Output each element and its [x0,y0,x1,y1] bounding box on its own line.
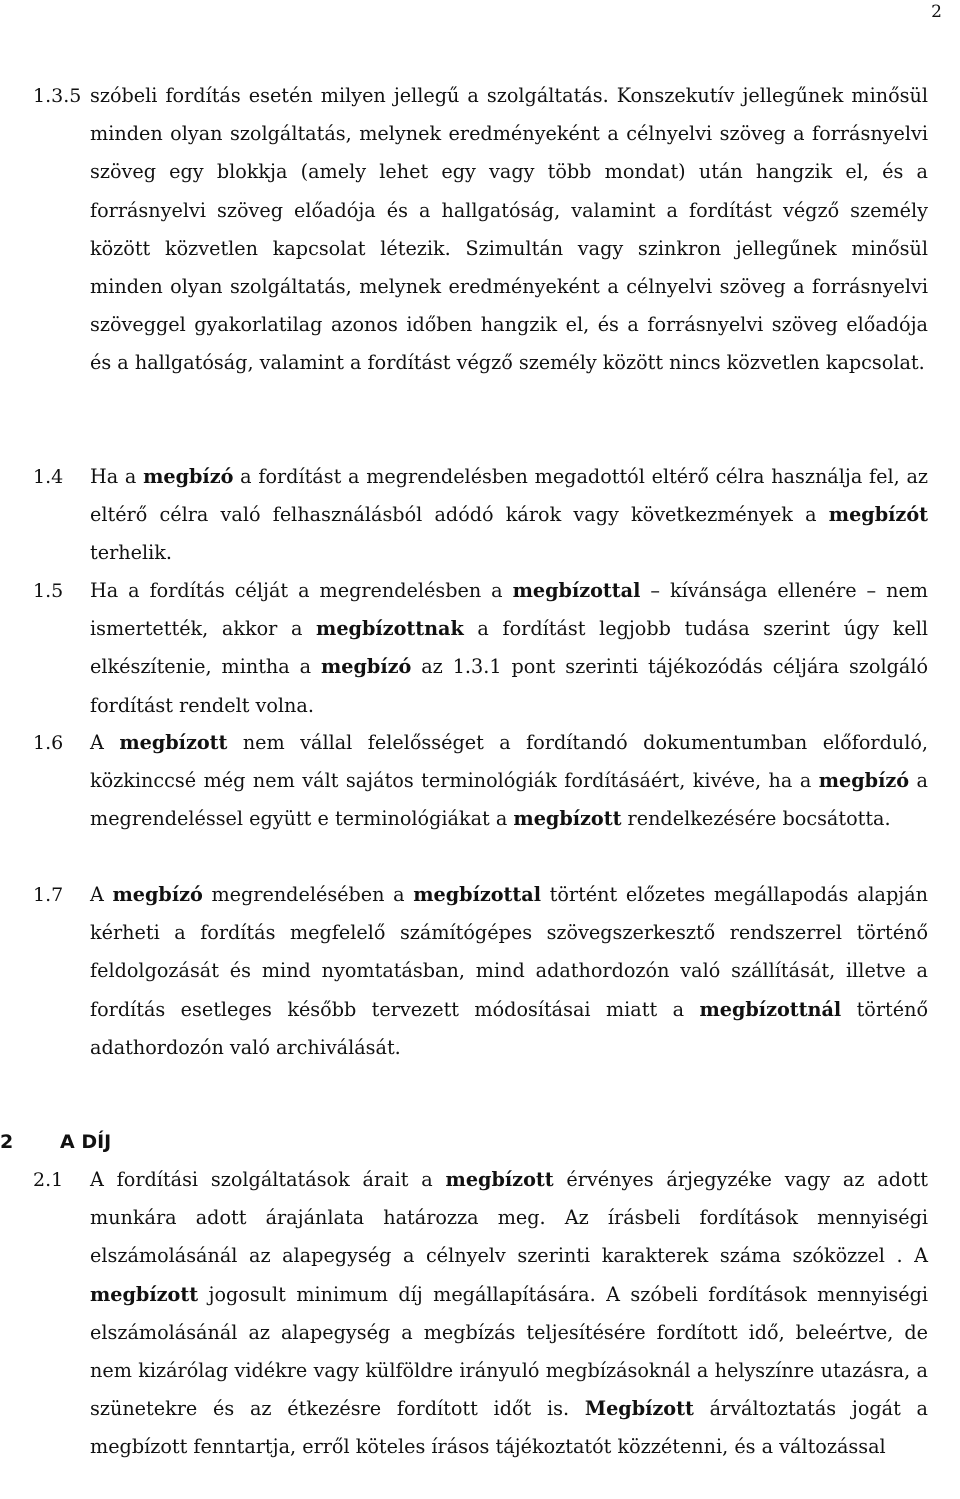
clause-text [90,1161,928,1467]
defined-term: megbízott [90,1282,199,1306]
text-run: nem vállal felelősséget a fordítandó dokumentumban előforduló, közkinccsé még nem vált sajátos terminológiák fordításáért, kivéve, ha a [90,731,928,793]
clause-2-1 [33,1161,928,1467]
defined-term: megbízott [513,807,622,831]
section-number: 2 [0,1131,14,1153]
text-run: az 1.3.1 pont szerinti tájékozódás céljára szolgáló fordítást rendelt volna. [90,655,929,717]
clause-1-6 [33,724,928,839]
defined-term: megbízottnak [316,617,464,641]
clause-number: 1.6 [33,732,64,754]
clause-text [90,77,928,383]
clause-text [90,572,928,725]
defined-term: megbízó [143,465,234,488]
clause-text [90,724,928,839]
page-number: 2 [931,2,942,22]
clause-number: 1.5 [33,580,64,602]
defined-term: Megbízott [584,1397,694,1421]
text-run: árváltoztatás jogát a megbízott fenntartja, erről köteles írásos tájékoztatót közzétenni, és a változással [90,1397,928,1459]
clause-number: 2.1 [33,1169,64,1191]
defined-term: megbízót [828,503,928,527]
text-run: érvényes árjegyzéke vagy az adott munkára adott árajánlata határozza meg. Az írásbeli fordítások mennyiségi elszámolásánál az alapegység a célnyelv szerinti karakterek száma szóközzel . A [90,1168,928,1268]
text-run: történt előzetes megállapodás alapján kérheti a fordítás megfelelő számítógépes szövegszerkesztő rendszerrel történő feldolgozását és mind nyomtatásban, mind adathordozón való szállítását, illetve a fordítás esetleges később tervezett módosításai miatt a [90,883,928,1021]
clause-text [90,458,928,573]
text-run: A fordítási szolgáltatások árait a [90,1168,446,1191]
text-run: szóbeli fordítás esetén milyen jellegű a szolgáltatás. Konszekutív jellegűnek minősül minden olyan szolgáltatás, melynek eredményeként a célnyelvi szöveg a forrásnyelvi szöveg egy blokkja (amely lehet egy vagy több mondat) után hangzik el, és a forrásnyelvi szöveg előadója és a hallgatóság, valamint a fordítást végző személy között közvetlen kapcsolat létezik. Szimultán vagy szinkron jellegűnek minősül minden olyan szolgáltatás, melynek eredményeként a célnyelvi szöveg a forrásnyelvi szöveggel gyakorlatilag azonos időben hangzik el, és a forrásnyelvi szöveg előadója és a hallgatóság, valamint a fordítást végző személy között nincs közvetlen kapcsolat. [90,84,928,375]
clause-number: 1.7 [33,884,64,906]
text-run: A [90,883,113,906]
text-run: történő adathordozón való archiválását. [90,997,928,1059]
defined-term: megbízott [445,1168,554,1191]
defined-term: megbízottal [413,883,542,906]
text-run: rendelkezésére bocsátotta. [621,807,891,831]
text-run: megrendelésében a [202,883,414,906]
section-heading [0,1123,400,1161]
clause-text [90,876,928,1067]
section-title: A DÍJ [60,1131,112,1153]
defined-term: megbízó [320,655,412,679]
clause-1-5 [33,572,928,725]
clause-1-3-5 [33,77,928,383]
text-run: jogosult minimum díj megállapítására. A szóbeli fordítások mennyiségi elszámolásánál az alapegység a megbízás teljesítésére fordított idő, beleértve, de nem kizárólag vidékre vagy külföldre irányuló megbízásoknál a helyszínre utazásra, a szünetekre és az étkezésre fordított időt is. [90,1282,928,1421]
defined-term: megbízott [119,731,228,754]
text-run: a megrendeléssel együtt e terminológiákat a [90,769,929,831]
clause-1-4 [33,458,928,573]
defined-term: megbízottal [512,579,641,602]
text-run: A [90,731,120,754]
text-run: Ha a [90,465,144,488]
text-run: – kívánsága ellenére – nem ismertették, akkor a [90,579,929,641]
clause-1-7 [33,876,928,1067]
clause-number: 1.3.5 [33,85,82,107]
text-run: terhelik. [90,541,172,565]
text-run: a fordítást a megrendelésben megadottól eltérő célra használja fel, az eltérő célra való felhasználásból adódó károk vagy következmények a [90,465,928,527]
defined-term: megbízó [112,883,203,906]
text-run: a fordítást legjobb tudása szerint úgy kell elkészítenie, mintha a [90,617,928,679]
clause-number: 1.4 [33,466,64,488]
text-run: Ha a fordítás célját a megrendelésben a [90,579,513,602]
defined-term: megbízottnál [699,997,842,1021]
defined-term: megbízó [818,769,910,793]
